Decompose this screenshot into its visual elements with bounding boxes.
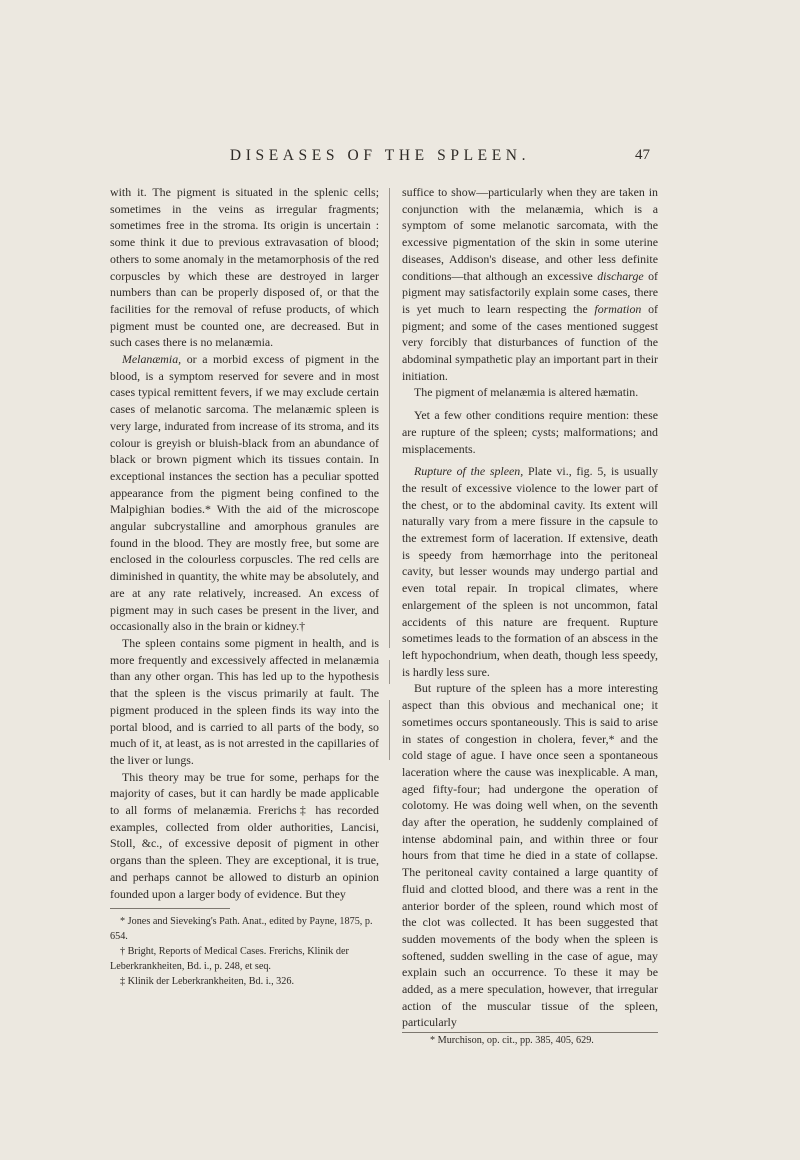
footnote-rule xyxy=(402,1032,658,1033)
paragraph-text: suffice to show—particularly when they are taken in conjunction with the melanæmia, which is a symptom of some melanotic sarcomata, with the excessive pigmentation of the skin in some uterine diseases, Addison's disease, and other less definite conditions—that although an excessive xyxy=(402,185,658,283)
footnote: † Bright, Reports of Medical Cases. Frerichs, Klinik der Leberkrankheiten, Bd. i., p. 248, et seq. xyxy=(110,946,349,973)
italic-term: discharge xyxy=(597,268,644,283)
paragraph: But rupture of the spleen has a more interesting aspect than this obvious and mechanical one; it sometimes occurs spontaneously. This is said to arise in states of congestion in cholera, fever,* and the cold stage of ague. I have once seen a spontaneous laceration where the cause was inexplicable. A man, aged fifty-four; had undergone the operation of colotomy. He was doing well when, on the seventh day after the operation, he suddenly complained of intense abdominal pain, and within three or four hours from that time he died in a state of collapse. The peritoneal cavity contained a large quantity of fluid and clotted blood, and there was a rent in the anterior border of the spleen, round which most of the clot was collected. It has been suggested that sudden movements of the body when the spleen is softened, sudden swelling in the case of ague, may explain such an occurrence. To these it may be added, as a mere speculation, however, that irregular action of the muscular tissue of the spleen, particularly xyxy=(402,681,658,1030)
paragraph xyxy=(110,351,379,635)
italic-term: Rupture of the spleen, xyxy=(414,464,524,479)
paragraph-text: of pigment; and some of the cases mentioned suggest very forcibly that disturbances of function of the abdominal sympathetic play an important part in their initiation. xyxy=(402,301,658,383)
column-divider xyxy=(389,188,390,648)
paragraph xyxy=(402,463,658,680)
italic-term: Melanæmia, xyxy=(122,352,182,367)
italic-term: formation xyxy=(594,301,642,316)
footnote-rule xyxy=(110,908,230,909)
page-number: 47 xyxy=(635,147,650,163)
paragraph-text: of pigment may satisfactorily explain some cases, there is yet much to learn respecting the xyxy=(402,268,658,316)
footnote: * Jones and Sieveking's Path. Anat., edited by Payne, 1875, p. 654. xyxy=(110,916,373,943)
column-divider xyxy=(389,700,390,760)
footnote: ‡ Klinik der Leberkrankheiten, Bd. i., 326. xyxy=(120,976,294,988)
paragraph-text: Plate vi., fig. 5, is usually the result of excessive violence to the lower part of the chest, or to the abdominal cavity. Its extent will naturally vary from a mere fissure in the capsule to the extremest form of laceration. If extensive, death is speedy from hæmorrhage into the peritoneal cavity, but lesser wounds may undergo partial and even total repair. In tropical climates, where enlargement of the spleen is not uncommon, fatal accidents of this nature are frequent. Rupture sometimes leads to the formation of an abscess in the left hypochondrium, when death, though less speedy, is hardly less sure. xyxy=(402,464,658,679)
paragraph: with it. The pigment is situated in the splenic cells; sometimes in the veins as irregular fragments; sometimes free in the stroma. Its origin is uncertain : some think it due to previous extravasation of blood; others to some anomaly in the metamorphosis of the red corpuscles by which these are destroyed in larger numbers than can be properly disposed of, or that the facilities for the removal of refuse products, of which pigment must be counted one, are decreased. But in such cases there is no melanæmia. xyxy=(110,185,379,350)
footnotes xyxy=(402,1032,658,1047)
running-title: DISEASES OF THE SPLEEN. xyxy=(229,147,531,164)
left-column xyxy=(110,184,379,989)
footnote: * Murchison, op. cit., pp. 385, 405, 629. xyxy=(430,1035,594,1047)
paragraph-text: or a morbid excess of pigment in the blood, is a symptom reserved for severe and in most cases typical remittent fevers, if we may exclude certain cases of melanotic sarcoma. The melanæmic spleen is very large, indurated from increase of its stroma, and its colour is greyish or bluish-black from an abundance of black or brown pigment which its tissues contain. In exceptional instances the section has a peculiar spotted appearance from the pigment being confined to the Malpighian bodies.* With the aid of the microscope angular subcrystalline and amorphous granules are found in the blood. They are mostly free, but some are enclosed in the colourless corpuscles. The red cells are diminished in quantity, the white may be absolutely, and are at any rate relatively, increased. An excess of pigment may in such cases be present in the liver, and occasionally also in the brain or kidney.† xyxy=(110,352,379,634)
running-head xyxy=(110,147,650,169)
column-divider xyxy=(389,660,390,684)
paragraph: Yet a few other conditions require mention: these are rupture of the spleen; cysts; malformations; and misplacements. xyxy=(402,408,658,456)
footnotes xyxy=(110,908,379,989)
paragraph xyxy=(402,184,658,384)
paragraph: The spleen contains some pigment in health, and is more frequently and excessively affected in melanæmia than any other organ. This has led up to the hypothesis that the spleen is the viscus primarily at fault. The pigment produced in the spleen finds its way into the portal blood, and is carried to all parts of the body, so much of it, at least, as is not arrested in the capillaries of the liver or lungs. xyxy=(110,635,379,767)
paragraph: This theory may be true for some, perhaps for the majority of cases, but it can hardly be made applicable to all forms of melanæmia. Frerichs‡ has recorded examples, collected from older authorities, Lancisi, Stoll, &c., of excessive deposit of pigment in other organs than the spleen. They are exceptional, it is true, and perhaps cannot be allowed to disturb an opinion founded upon a larger body of evidence. But they xyxy=(110,769,379,901)
paragraph: The pigment of melanæmia is altered hæmatin. xyxy=(414,385,639,400)
right-column xyxy=(402,184,658,1047)
